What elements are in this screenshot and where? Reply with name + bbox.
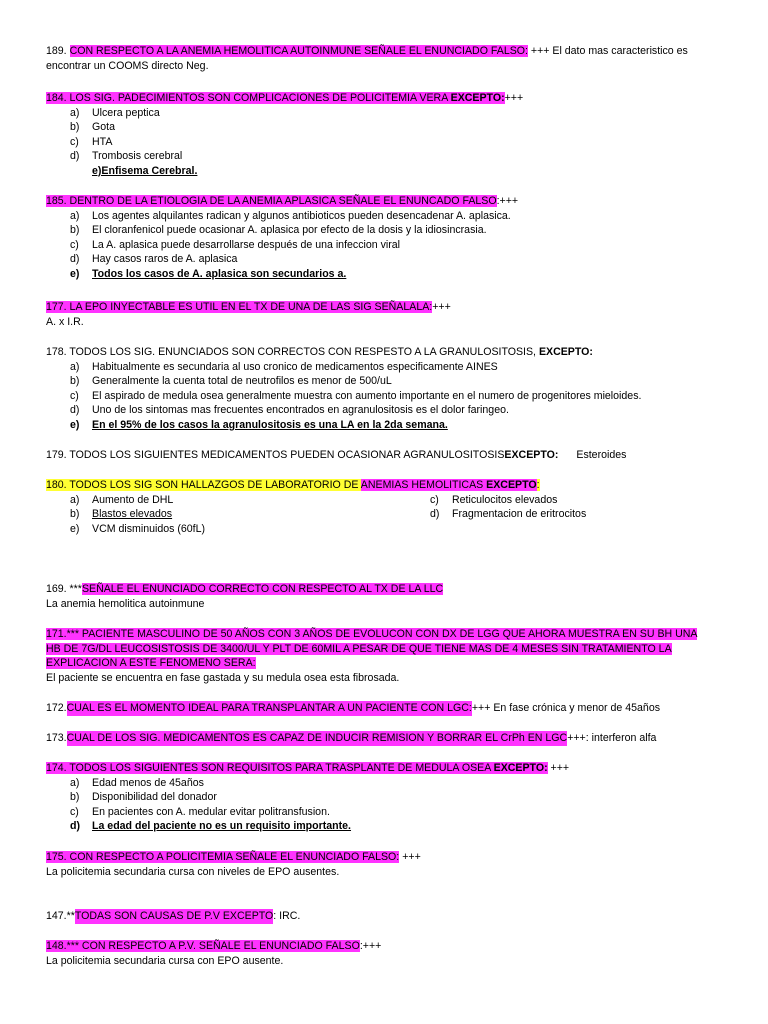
answer-text: La policitemia secundaria cursa con EPO ausente. xyxy=(46,954,284,967)
option-c: c) La A. aplasica puede desarrollarse después de una infeccion viral xyxy=(70,238,401,251)
question-169 xyxy=(46,582,726,611)
question-175 xyxy=(46,850,726,879)
answer-marker: +++ xyxy=(399,851,421,863)
question-heading: TODAS SON CAUSAS DE P.V EXCEPTO xyxy=(74,910,274,922)
answer-text: +++ El dato mas caracteristico es xyxy=(527,45,688,57)
option-c: c) El aspirado de medula osea generalmente muestra con aumento importante en el numero de progenitores mieloides. xyxy=(70,389,642,402)
option-c: c) HTA xyxy=(70,135,113,148)
answer-marker: :+++ xyxy=(496,195,519,207)
question-number: 189. xyxy=(46,45,70,57)
question-heading: 171.*** PACIENTE MASCULINO DE 50 AÑOS CON 3 AÑOS DE EVOLUCON CON DX DE LGG QUE AHORA MUESTRA EN SU BH UNA xyxy=(46,628,698,640)
question-185 xyxy=(46,194,726,282)
question-heading: 178. TODOS LOS SIG. ENUNCIADOS SON CORRECTOS CON RESPESTO A LA GRANULOSITOSIS, EXCEPTO: xyxy=(46,346,593,358)
answer-marker: +++ xyxy=(432,301,451,313)
answer-marker: +++ xyxy=(547,762,570,774)
option-d: d) Fragmentacion de eritrocitos xyxy=(430,508,587,521)
answer-text: La anemia hemolitica autoinmune xyxy=(46,597,205,610)
question-179 xyxy=(46,448,726,463)
answer-option: e) Todos los casos de A. aplasica son secundarios a. xyxy=(70,267,347,280)
option-a: a) Edad menos de 45años xyxy=(70,776,204,789)
answer-text: El paciente se encuentra en fase gastada y su medula osea esta fibrosada. xyxy=(46,671,400,684)
option-a: a) Ulcera peptica xyxy=(70,106,160,119)
option-b: b) Blastos elevados xyxy=(70,508,173,521)
question-heading: HB DE 7G/DL LEUCOSISTOSIS DE 3400/UL Y PLT DE 60MIL A PESAR DE QUE TIENE MAS DE 4 MESES SIN TRATAMIENTO LA xyxy=(46,642,672,655)
option-d: d) Uno de los sintomas mas frecuentes encontrados en agranulositosis es el dolor faringeo. xyxy=(70,404,509,417)
answer-text: La policitemia secundaria cursa con niveles de EPO ausentes. xyxy=(46,865,340,878)
question-heading: 179. TODOS LOS SIGUIENTES MEDICAMENTOS PUEDEN OCASIONAR AGRANULOSITOSIS xyxy=(46,449,505,461)
question-number: 172. xyxy=(46,702,67,714)
question-heading: 185. DENTRO DE LA ETIOLOGIA DE LA ANEMIA APLASICA SEÑALE EL ENUNCADO FALSO xyxy=(46,195,497,207)
option-c: c) Reticulocitos elevados xyxy=(430,493,558,506)
option-a: a) Los agentes alquilantes radican y algunos antibioticos pueden desencadenar A. aplasica. xyxy=(70,209,511,222)
option-e: e) VCM disminuidos (60fL) xyxy=(70,522,206,535)
question-172 xyxy=(46,701,726,716)
question-heading: CUAL DE LOS SIG. MEDICAMENTOS ES CAPAZ DE INDUCIR REMISION Y BORRAR EL CrPh EN LGC xyxy=(66,732,568,744)
answer-text: +++ En fase crónica y menor de 45años xyxy=(471,702,661,714)
option-d: d) Hay casos raros de A. aplasica xyxy=(70,253,238,266)
answer-option: e)Enfisema Cerebral. xyxy=(92,164,198,177)
question-148 xyxy=(46,939,726,968)
answer-option: e) En el 95% de los casos la agranulositosis es una LA en la 2da semana. xyxy=(70,418,448,431)
answer-text: +++: interferon alfa xyxy=(567,732,657,744)
option-b: b) El cloranfenicol puede ocasionar A. aplasica por efecto de la dosis y la idiosincrasia. xyxy=(70,224,487,237)
question-heading: 180. TODOS LOS SIG SON HALLAZGOS DE LABORATORIO DE ANEMIAS HEMOLITICAS EXCEPTO: xyxy=(46,479,540,491)
answer-option: d) La edad del paciente no es un requisito importante. xyxy=(70,820,352,833)
question-keyword: EXCEPTO: xyxy=(504,449,559,461)
question-178 xyxy=(46,345,726,433)
question-180 xyxy=(46,478,726,536)
question-177 xyxy=(46,300,726,329)
option-b: b) Generalmente la cuenta total de neutrofilos es menor de 500/uL xyxy=(70,375,392,388)
question-184 xyxy=(46,91,726,179)
option-b: b) Disponibilidad del donador xyxy=(70,791,217,804)
answer-text: A. x I.R. xyxy=(46,315,84,328)
answer-text: encontrar un COOMS directo Neg. xyxy=(46,59,209,72)
option-d: d) Trombosis cerebral xyxy=(70,150,183,163)
question-173 xyxy=(46,731,726,746)
question-heading: 175. CON RESPECTO A POLICITEMIA SEÑALE EL ENUNCIADO FALSO: xyxy=(46,851,400,863)
question-heading: SEÑALE EL ENUNCIADO CORRECTO CON RESPECTO AL TX DE LA LLC xyxy=(81,583,444,595)
question-171 xyxy=(46,627,726,685)
question-174 xyxy=(46,761,726,834)
question-heading: CON RESPECTO A LA ANEMIA HEMOLITICA AUTOINMUNE SEÑALE EL ENUNCIADO FALSO: xyxy=(69,45,528,57)
question-189 xyxy=(46,44,726,73)
question-heading: 174. TODOS LOS SIGUIENTES SON REQUISITOS PARA TRASPLANTE DE MEDULA OSEA EXCEPTO: xyxy=(46,762,548,774)
question-heading: 148.*** CON RESPECTO A P.V. SEÑALE EL ENUNCIADO FALSO xyxy=(46,940,360,952)
answer-text: Esteroides xyxy=(576,449,627,461)
question-heading: 177. LA EPO INYECTABLE ES UTIL EN EL TX DE UNA DE LAS SIG SEÑALALA: xyxy=(46,301,433,313)
option-c: c) En pacientes con A. medular evitar politransfusion. xyxy=(70,805,330,818)
question-number: 173. xyxy=(46,732,67,744)
answer-text: : IRC. xyxy=(273,910,301,922)
option-a: a) Habitualmente es secundaria al uso cronico de medicamentos especificamente AINES xyxy=(70,360,498,373)
option-b: b) Gota xyxy=(70,121,115,134)
answer-marker: :+++ xyxy=(359,940,382,952)
question-heading: EXPLICACION A ESTE FENOMENO SERA: xyxy=(46,657,256,670)
answer-marker: +++ xyxy=(504,92,524,104)
option-a: a) Aumento de DHL xyxy=(70,493,174,506)
question-heading: CUAL ES EL MOMENTO IDEAL PARA TRANSPLANTAR A UN PACIENTE CON LGC: xyxy=(66,702,472,714)
question-number: 169. *** xyxy=(46,583,82,595)
question-number: 147.** xyxy=(46,910,75,922)
question-147 xyxy=(46,909,726,924)
question-heading: 184. LOS SIG. PADECIMIENTOS SON COMPLICACIONES DE POLICITEMIA VERA EXCEPTO: xyxy=(46,92,505,104)
